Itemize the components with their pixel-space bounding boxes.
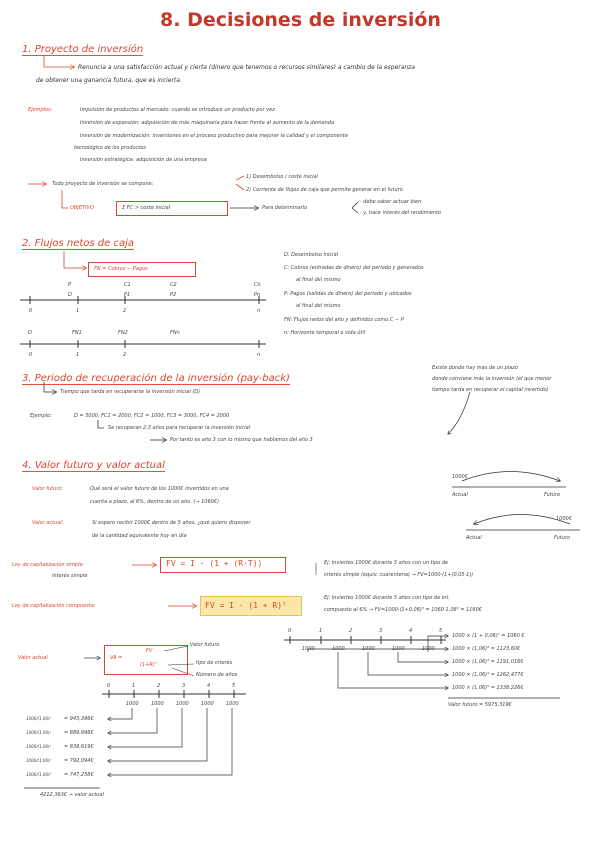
tl1-mid-1: P1: [124, 292, 131, 298]
act-tick-0: 0: [107, 683, 111, 689]
diag1-arc: [462, 472, 560, 482]
fut-tick-0: 0: [288, 628, 292, 634]
ley-simple-sub: interés simple: [52, 573, 88, 579]
act-flow-4: 1000: [201, 701, 214, 707]
tl1-tick-1: 1: [76, 308, 80, 314]
tl2-tick-1: 1: [76, 352, 80, 358]
fut-flow-3: 1000: [362, 646, 375, 652]
va-annotation-3: Número de años: [196, 672, 238, 678]
act-arrow-2: [108, 708, 157, 733]
fut-flow-4: 1000: [392, 646, 405, 652]
fut-tick-2: 2: [349, 628, 353, 634]
s2-formula: FN = Cobros − Pagos: [94, 266, 148, 272]
s4-va-label: Valor actual:: [32, 520, 64, 526]
tl2-top-2: FN2: [118, 330, 128, 336]
tl1-top-3: Cn: [254, 282, 261, 288]
act-flow-1: 1000: [126, 701, 139, 707]
ley-comp-formula: FV = I · (1 + R)ᵀ: [205, 601, 287, 610]
s4-va-line-1: Si espero recibir 1000€ dentro de 5 años, ¿qué quiero disponer: [92, 520, 251, 526]
fut-row-1: 1000 × (1 + 0,06)¹ = 1060 €: [452, 633, 525, 639]
act-tick-3: 3: [182, 683, 186, 689]
tl1-mid-2: P2: [170, 292, 177, 298]
diag1-left-label: Actual: [452, 492, 468, 498]
fut-row-3: 1000 × (1,06)³ = 1191,016€: [452, 659, 524, 665]
s1-def-line-1: Renuncia a una satisfacción actual y cierta (dinero que tenemos o recursos similares) a cambio de la esperanza: [78, 64, 416, 71]
fut-flow-5: 1000: [422, 646, 435, 652]
s2-legend-1: D: Desembolso inicial: [284, 252, 339, 258]
act-frac-2: 1000/(1,06)²: [26, 730, 52, 735]
act-frac-3: 1000/(1,06)³: [26, 744, 52, 749]
s3-note-2: donde conviene más la inversión (el que menor: [432, 376, 552, 382]
s2-legend-5: n: Horizonte temporal o vida útil: [284, 330, 366, 336]
tl1-top-2: C2: [170, 282, 177, 288]
fut-row-5: 1000 × (1,06)⁵ = 1338,226€: [452, 685, 524, 691]
fut-arrow-3: [368, 652, 448, 675]
fut-flow-2: 1000: [332, 646, 345, 652]
s1-def-arrow: [44, 55, 74, 67]
s2-formula-arrow: [64, 251, 86, 268]
act-frac-4: 1000/(1,06)⁴: [26, 758, 52, 763]
page-title: 8. Decisiones de inversión: [160, 9, 441, 31]
act-tick-4: 4: [207, 683, 211, 689]
s1-objetivo-arrow: [62, 190, 68, 208]
diag2-left-label: Actual: [466, 535, 482, 541]
fut-tick-5: 5: [439, 628, 443, 634]
act-tick-1: 1: [132, 683, 136, 689]
s1-example-1: Impulsión de productos al mercado: cuando se introduce un producto por vez: [80, 107, 275, 113]
act-flow-3: 1000: [176, 701, 189, 707]
ej-comp-line-2: compuesto al 6% → FV=1000·(1+0,06)⁵ = 1060·1,06² = 1160€: [324, 607, 482, 613]
tl1-top-1: C1: [124, 282, 131, 288]
act-arrow-4: [108, 708, 207, 761]
act-row-1: = 943,396€: [64, 716, 94, 722]
s3-note-arrow: [448, 392, 470, 434]
section-1-heading: 1. Proyecto de inversión: [22, 44, 144, 55]
fut-total: Valor futuro = 5975,319€: [448, 702, 512, 708]
s2-legend-4: FN: Flujos netos del año y definidos como C − P: [284, 317, 404, 323]
s3-ex-arrow-1: [98, 420, 104, 428]
va-annotation-1: Valor futuro: [190, 642, 220, 648]
va-ann-line-1: [164, 646, 188, 651]
s1-compone-label: Todo proyecto de inversión se compone:: [52, 181, 154, 187]
s2-legend-2b: al final del mismo: [296, 277, 341, 283]
tl2-tick-3: n: [257, 352, 261, 358]
s3-example-values: D = 5000, FC1 = 2000, FC2 = 1000, FC3 = 3000, FC4 = 2000: [74, 413, 230, 419]
s3-example-line-2: Se recuperan 2,3 años para recuperar la inversión inicial: [108, 425, 251, 431]
s4-va-line-2: de la cantidad equivalente hoy en día: [92, 533, 187, 539]
fut-row-4: 1000 × (1,06)⁴ = 1262,477€: [452, 672, 524, 678]
s3-example-line-3: Por tanto es año 3 con lo mismo que hablamos del año 3: [170, 437, 313, 443]
va-formula-left: VA =: [110, 655, 123, 661]
fut-tick-3: 3: [379, 628, 383, 634]
act-frac-5: 1000/(1,06)⁵: [26, 772, 52, 777]
s1-def-line-2: de obtener una ganancia futura, que es incierta.: [36, 77, 182, 84]
va-ann-line-3: [172, 668, 194, 676]
va-formula-den: (1+R)ᵀ: [140, 662, 157, 668]
fut-arrow-5: [428, 636, 448, 652]
ley-simple-label: Ley de capitalización simple:: [12, 562, 85, 568]
tl2-top-0: D: [28, 330, 32, 336]
act-row-4: = 792,094€: [64, 758, 94, 764]
act-frac-1: 1000/(1,06)¹: [26, 716, 52, 721]
ley-comp-label: Ley de capitalización compuesta:: [12, 603, 96, 609]
s1-compone-branch: [236, 176, 244, 190]
act-row-3: = 839,619€: [64, 744, 94, 750]
s4-vf-line-2: cuenta a plazo, al 6%, dentro de un año. (→ 1060€): [90, 499, 219, 505]
s1-example-3b: tecnológico de los productos: [74, 145, 146, 151]
act-flow-2: 1000: [151, 701, 164, 707]
act-row-2: = 889,996€: [64, 730, 94, 736]
diag1-left-amount: 1000€: [452, 474, 468, 480]
va-ann-line-2: [168, 664, 194, 665]
tl1-tick-3: n: [257, 308, 261, 314]
section-2-heading: 2. Flujos netos de caja: [22, 238, 135, 249]
tl1-top-0: P: [68, 282, 72, 288]
tl2-top-3: FNn: [170, 330, 180, 336]
s1-ejemplos-label: Ejemplos:: [28, 107, 53, 113]
s3-note-3: tiempo tarda en recuperar el capital invertido): [432, 387, 549, 393]
tl1-mid-3: Pn: [254, 292, 261, 298]
tl2-top-1: FN1: [72, 330, 82, 336]
s1-example-3: Inversión de modernización: inversiones en el proceso productivo para mejorar la calidad y el componente: [80, 133, 348, 139]
s1-objetivo-label: OBJETIVO: [70, 205, 94, 211]
s1-result-branch: [352, 202, 358, 213]
s2-legend-3b: al final del mismo: [296, 303, 341, 309]
s2-legend-2: C: Cobros (entradas de dinero) del periodo y generados: [284, 265, 424, 271]
s1-objetivo-result: Para determinarlo: [262, 205, 308, 211]
s1-component-1: 1) Desembolso / coste inicial: [246, 174, 318, 180]
s3-definition: Tiempo que tarda en recuperarse la inversión inicial (D): [60, 389, 201, 395]
va-formula-num: FV: [146, 648, 153, 654]
s3-def-arrow: [44, 382, 56, 392]
s1-example-4: Inversión estratégica: adquisición de una empresa: [80, 157, 207, 163]
ley-simple-formula: FV = I · (1 + (R·T)): [166, 559, 263, 568]
diag2-right-amount: 1000€: [556, 516, 572, 522]
act-tick-2: 2: [157, 683, 161, 689]
s4-vf-label: Valor futuro:: [32, 486, 64, 492]
act-arrow-3: [108, 708, 182, 747]
s3-example-label: Ejemplo:: [30, 413, 52, 419]
s1-result-1: · debe saber actuar bien: [360, 199, 422, 205]
ej-simple-line-2: interés simple (equiv. cuarentena) → FV=1000·(1+(0,05·1)): [324, 572, 474, 578]
fut-row-2: 1000 × (1,06)² = 1123,60€: [452, 646, 521, 652]
act-arrow-1: [108, 708, 132, 719]
tl1-tick-2: 2: [123, 308, 127, 314]
act-tick-5: 5: [232, 683, 236, 689]
va-section-label: Valor actual: [18, 655, 48, 661]
act-flow-5: 1000: [226, 701, 239, 707]
tl2-tick-0: 0: [29, 352, 33, 358]
ej-simple-line-1: Ej: Inviertes 1000€ durante 5 años con un tipo de: [324, 560, 449, 566]
diag2-arc: [474, 515, 570, 525]
va-annotation-2: tipo de interés: [196, 660, 233, 666]
fut-flow-1: 1000: [302, 646, 315, 652]
diag2-right-label: Futuro: [554, 535, 571, 541]
tl1-mid-0: D: [68, 292, 72, 298]
s3-note-1: Existe donde hay más de un plazo: [432, 365, 518, 371]
tl1-tick-0: 0: [29, 308, 33, 314]
act-arrow-5: [108, 708, 232, 775]
section-3-heading: 3. Periodo de recuperación de la inversión (pay-back): [22, 373, 290, 384]
fut-arrow-1: [308, 649, 448, 652]
s1-objetivo-formula: Σ FC > coste inicial: [122, 205, 171, 211]
tl2-tick-2: 2: [123, 352, 127, 358]
fut-arrow-4: [398, 652, 448, 662]
s1-example-2: Inversión de expansión: adquisición de más maquinaria para hacer frente al aumento de la demanda: [80, 120, 335, 126]
diag1-right-label: Futuro: [544, 492, 561, 498]
s1-result-2: · y, hace interés del rendimiento: [360, 210, 442, 216]
s4-vf-line-1: Qué será el valor futuro de los 1000€ invertidos en una: [90, 486, 229, 492]
fut-tick-4: 4: [409, 628, 413, 634]
s1-component-2: 2) Corriente de flujos de caja que permite generar en el futuro: [246, 187, 403, 193]
act-total: 4212,363€ → valor actual: [40, 792, 104, 798]
ej-comp-line-1: Ej: Inviertes 1000€ durante 5 años con tipo de int.: [324, 595, 450, 601]
section-4-heading: 4. Valor futuro y valor actual: [22, 460, 165, 471]
s2-legend-3: P: Pagos (salidas de dinero) del periodo y ubicados: [284, 291, 412, 297]
fut-tick-1: 1: [319, 628, 323, 634]
fut-arrow-2: [338, 652, 448, 688]
act-row-5: = 747,258€: [64, 772, 94, 778]
